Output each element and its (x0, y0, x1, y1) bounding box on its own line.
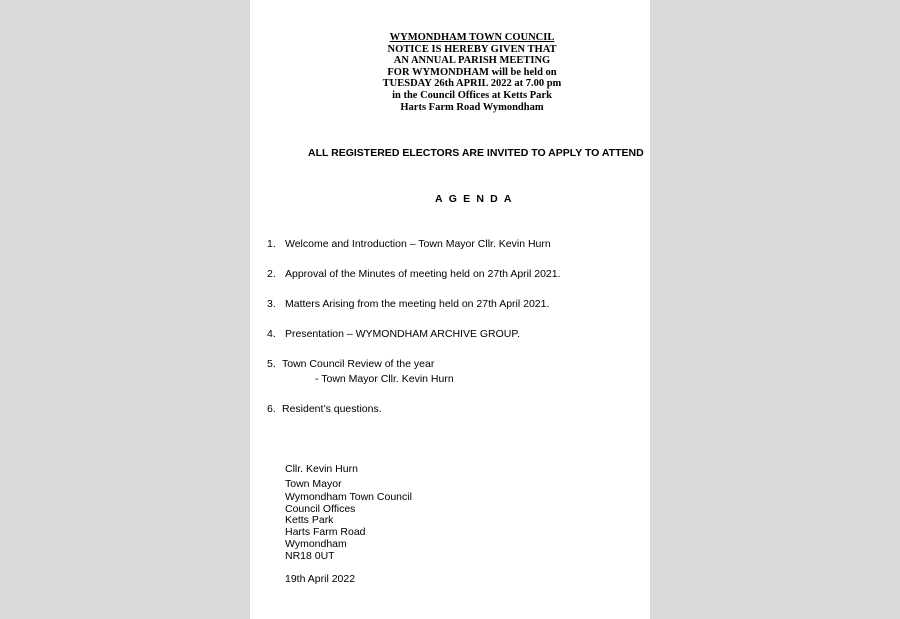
agenda-item (267, 238, 551, 250)
notice-date: 19th April 2022 (285, 573, 356, 585)
agenda-item-number: 5. (267, 358, 276, 370)
agenda-item (267, 403, 382, 415)
address-line: NR18 0UT (285, 549, 335, 562)
address-line: Wymondham Town Council (285, 491, 412, 503)
document-page (250, 0, 650, 619)
signatory-name: Cllr. Kevin Hurn (285, 463, 358, 475)
council-address (285, 492, 412, 562)
council-title: WYMONDHAM TOWN COUNCIL (389, 32, 555, 43)
signatory-role: Town Mayor (285, 478, 342, 490)
agenda-item (267, 298, 549, 310)
header-line: FOR WYMONDHAM will be held on (387, 66, 557, 78)
agenda-heading: AGENDA (435, 193, 518, 205)
header-line: AN ANNUAL PARISH MEETING (393, 55, 551, 67)
agenda-item-text: Matters Arising from the meeting held on 27th April 2021. (285, 298, 550, 310)
notice-header (250, 32, 694, 113)
header-line: NOTICE IS HEREBY GIVEN THAT (387, 43, 557, 55)
invite-statement: ALL REGISTERED ELECTORS ARE INVITED TO APPLY TO ATTEND (308, 147, 644, 159)
agenda-item-number: 6. (267, 403, 276, 415)
address-line: Ketts Park (285, 514, 334, 527)
address-line: Wymondham (285, 537, 347, 550)
agenda-item-text: Welcome and Introduction – Town Mayor Cllr. Kevin Hurn (285, 238, 551, 250)
address-line: Council Offices (285, 502, 356, 515)
agenda-item-text: Approval of the Minutes of meeting held on 27th April 2021. (285, 268, 561, 280)
header-line: TUESDAY 26th APRIL 2022 at 7.00 pm (382, 78, 562, 90)
agenda-item (267, 358, 434, 370)
address-line: Harts Farm Road (285, 526, 366, 539)
agenda-item-text: Town Council Review of the year (282, 358, 435, 370)
agenda-item-number: 3. (267, 298, 276, 310)
agenda-item-number: 4. (267, 328, 276, 340)
agenda-item (267, 328, 520, 340)
agenda-item-number: 1. (267, 238, 276, 250)
header-line: in the Council Offices at Ketts Park (392, 89, 552, 101)
agenda-item-text: Presentation – WYMONDHAM ARCHIVE GROUP. (285, 328, 520, 340)
header-line: Harts Farm Road Wymondham (400, 101, 544, 113)
agenda-item (267, 268, 561, 280)
agenda-subitem: - Town Mayor Cllr. Kevin Hurn (315, 373, 454, 385)
agenda-item-text: Resident’s questions. (282, 403, 382, 415)
agenda-item-number: 2. (267, 268, 276, 280)
